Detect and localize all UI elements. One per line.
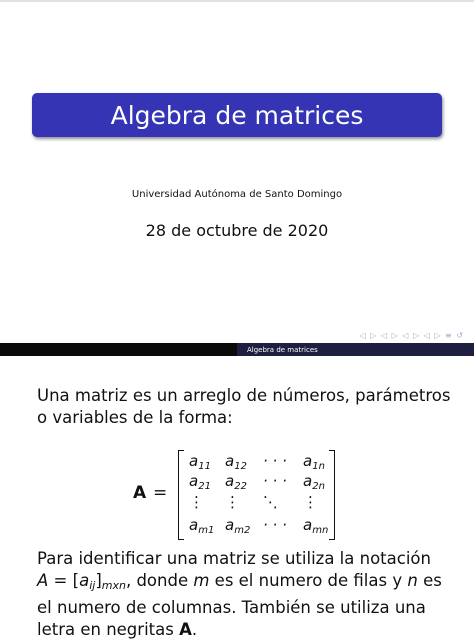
date-text: 28 de octubre de 2020 [145,221,329,240]
matrix-entry-r2-c2 [225,472,247,492]
matrix-entry-symbol: a [189,472,199,490]
notation-end: . [191,620,198,639]
top-divider [0,0,474,2]
notation-eq: = [ [48,571,80,590]
matrix-entry-symbol: ⋮ [303,493,318,511]
matrix-entry-r1-c1 [189,452,211,472]
notation-paragraph [37,548,457,641]
matrix-entry-symbol: ⋱ [263,493,278,511]
matrix-entry-r1-c3 [263,452,287,470]
matrix-entry-symbol: a [225,516,235,534]
matrix-entry-subscript: 21 [198,481,211,492]
notation-m: m [193,571,210,590]
notation-a: a [79,571,90,590]
matrix-entry-subscript: 11 [198,461,211,472]
right-bracket [329,450,335,540]
footer-right [237,343,474,356]
intro-paragraph: Una matriz es un arreglo de números, parámetros o variables de la forma: [37,386,451,427]
matrix-entry-subscript: mn [312,525,329,536]
matrix-entry-r2-c1 [189,472,211,492]
equals-sign: = [153,483,168,503]
content-slide [0,356,474,639]
matrix-entry-symbol: a [303,452,313,470]
matrix-entry-subscript: 1n [312,461,325,472]
title-box [32,93,442,137]
matrix-entry-symbol: · · · [263,452,287,470]
notation-close: ] [95,571,102,590]
matrix-entry-symbol: · · · [263,516,287,534]
matrix-entry-symbol: a [225,472,235,490]
matrix-entry-subscript: 12 [234,461,247,472]
notation-text-1: Para identificar una matriz se utiliza la notación [37,549,431,568]
matrix-entry-symbol: ⋮ [225,493,240,511]
left-bracket [178,450,184,540]
matrix-entry-symbol: a [303,472,313,490]
notation-bold-A: A [179,620,192,639]
matrix-entry-r4-c1 [189,516,214,536]
matrix-entry-symbol: a [303,516,313,534]
matrix-entry-subscript: 22 [234,481,247,492]
notation-A: A [37,571,49,590]
matrix-entry-symbol: · · · [263,472,287,490]
notation-text-2: , donde [125,571,194,590]
matrix-entry-symbol: a [225,452,235,470]
footer-left [0,343,237,356]
notation-text-4: es el numero de columnas. También se utiliza una letra en negritas [37,571,442,639]
matrix-entry-subscript: m1 [198,525,215,536]
matrix-name: A [133,483,147,503]
matrix-equation [133,448,343,544]
notation-ij: ij [89,579,96,592]
matrix-entry-r1-c2 [225,452,247,472]
matrix-entry-r3-c2 [225,493,240,511]
matrix-entry-r1-c4 [303,452,325,472]
matrix-entry-r4-c3 [263,516,287,534]
notation-mxn: mxn [101,579,126,592]
matrix-entry-r4-c2 [225,516,250,536]
institute-text: Universidad Autónoma de Santo Domingo [131,189,343,200]
navigation-symbols[interactable]: ◁ ▷ ◁ ▷ ◁ ▷ ◁ ▷ ≡ ↺ [359,331,464,340]
matrix-entry-subscript: 2n [312,481,325,492]
matrix-entry-r4-c4 [303,516,328,536]
matrix-entry-r2-c4 [303,472,325,492]
matrix-entry-r2-c3 [263,472,287,490]
footer-title: Algebra de matrices [247,345,318,354]
notation-n: n [407,571,418,590]
matrix-entry-subscript: m2 [234,525,251,536]
matrix-entry-r3-c3 [263,493,278,511]
notation-text-3: es el numero de filas y [209,571,408,590]
footer-bar [0,343,474,356]
matrix-entry-symbol: a [189,452,199,470]
matrix-entry-r3-c1 [189,493,204,511]
matrix-entry-r3-c4 [303,493,318,511]
slide-title: Algebra de matrices [110,100,364,130]
matrix-entry-symbol: ⋮ [189,493,204,511]
matrix-entry-symbol: a [189,516,199,534]
